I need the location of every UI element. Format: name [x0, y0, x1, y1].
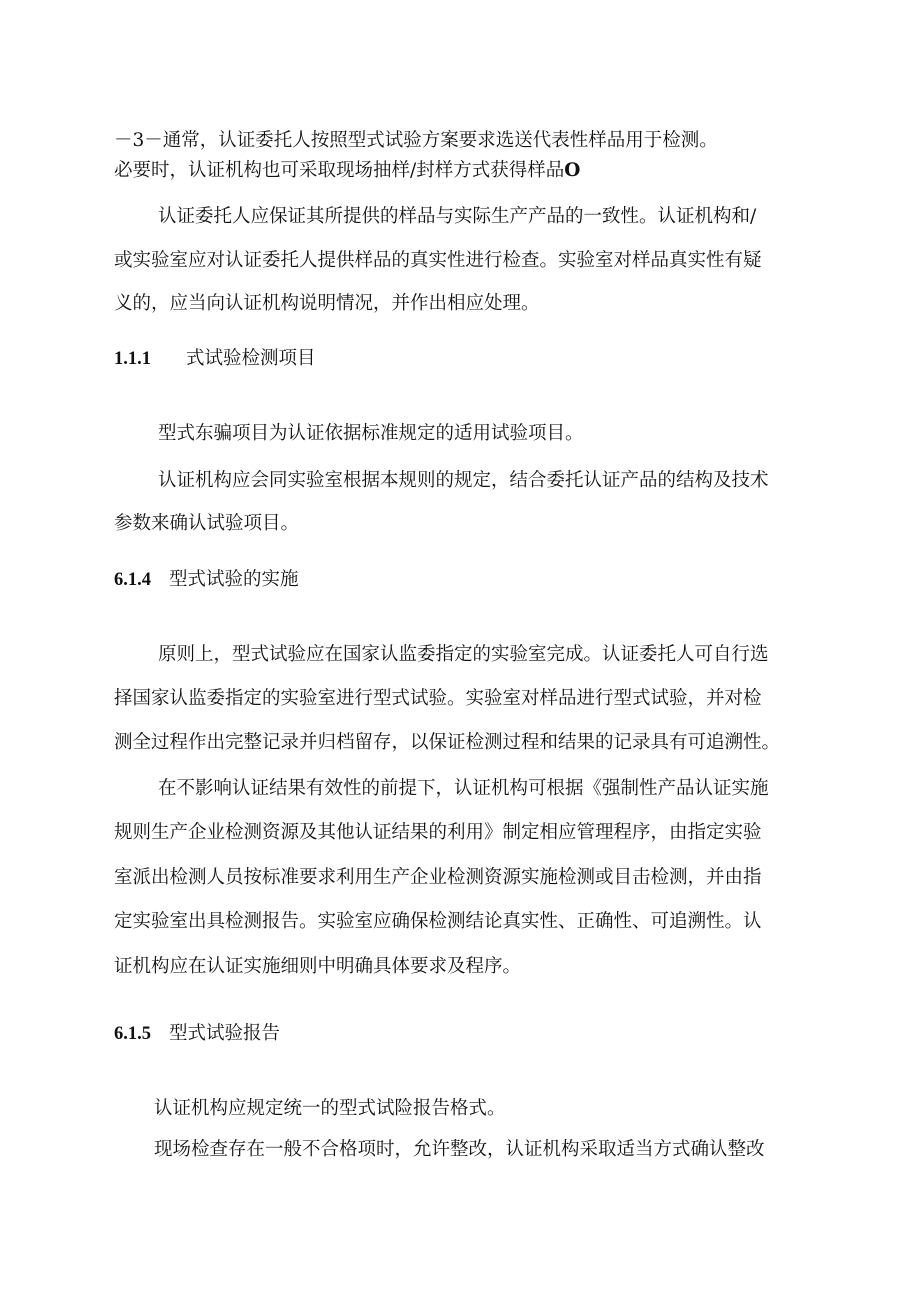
impl1-line-3: 测全过程作出完整记录并归档留存，以保证检测过程和结果的记录具有可追溯性。: [114, 732, 781, 753]
intro-line-1: －3－通常，认证委托人按照型式试验方案要求选送代表性样品用于检测。: [114, 130, 718, 151]
impl1-line-2: 择国家认监委指定的实验室进行型式试验。实验室对样品进行型式试验，并对检: [114, 688, 762, 709]
intro-line-2-end: O: [564, 160, 581, 181]
impl2-line-2: 规则生产企业检测资源及其他认证结果的利用》制定相应管理程序，由指定实验: [114, 822, 762, 843]
section-title: 型式试验的实施: [169, 569, 299, 590]
section-number: 1.1.1: [114, 349, 151, 369]
section-title: 型式试验报告: [169, 1023, 281, 1044]
impl1-line-1: 原则上，型式试验应在国家认监委指定的实验室完成。认证委托人可自行选: [158, 644, 769, 665]
impl2-line-5: 证机构应在认证实施细则中明确具体要求及程序。: [114, 956, 522, 977]
impl2-line-4: 定实验室出具检测报告。实验室应确保检测结论真实性、正确性、可追溯性。认: [114, 911, 762, 932]
items-line-2: 认证机构应会同实验室根据本规则的规定，结合委托认证产品的结构及技术: [158, 470, 769, 491]
intro-line-2-text: 必要时，认证机构也可采取现场抽样/封样方式获得样品: [114, 160, 565, 181]
consistency-line-1: 认证委托人应保证其所提供的样品与实际生产产品的一致性。认证机构和/: [158, 206, 757, 227]
report-line-1: 认证机构应规定统一的型式试险报告格式。: [154, 1098, 506, 1119]
section-heading-6-1-5: [114, 1022, 280, 1046]
section-number: 6.1.5: [114, 1024, 151, 1044]
items-line-3: 参数来确认试验项目。: [114, 513, 300, 534]
section-heading-1-1-1: [114, 347, 316, 371]
consistency-line-3: 义的，应当向认证机构说明情况，并作出相应处理。: [114, 293, 540, 314]
section-title: 式试验检测项目: [186, 348, 316, 369]
section-number: 6.1.4: [114, 570, 151, 590]
impl2-line-1: 在不影响认证结果有效性的前提下，认证机构可根据《强制性产品认证实施: [158, 778, 769, 799]
impl2-line-3: 室派出检测人员按标准要求利用生产企业检测资源实施检测或目击检测，并由指: [114, 867, 762, 888]
intro-line-2: [114, 159, 580, 183]
consistency-line-2: 或实验室应对认证委托人提供样品的真实性进行检查。实验室对样品真实性有疑: [114, 250, 762, 271]
items-line-1: 型式东骗项目为认证依据标准规定的适用试验项目。: [158, 423, 584, 444]
report-line-2: 现场检查存在一般不合格项时，允许整改，认证机构采取适当方式确认整改: [154, 1139, 765, 1160]
section-heading-6-1-4: [114, 568, 299, 592]
